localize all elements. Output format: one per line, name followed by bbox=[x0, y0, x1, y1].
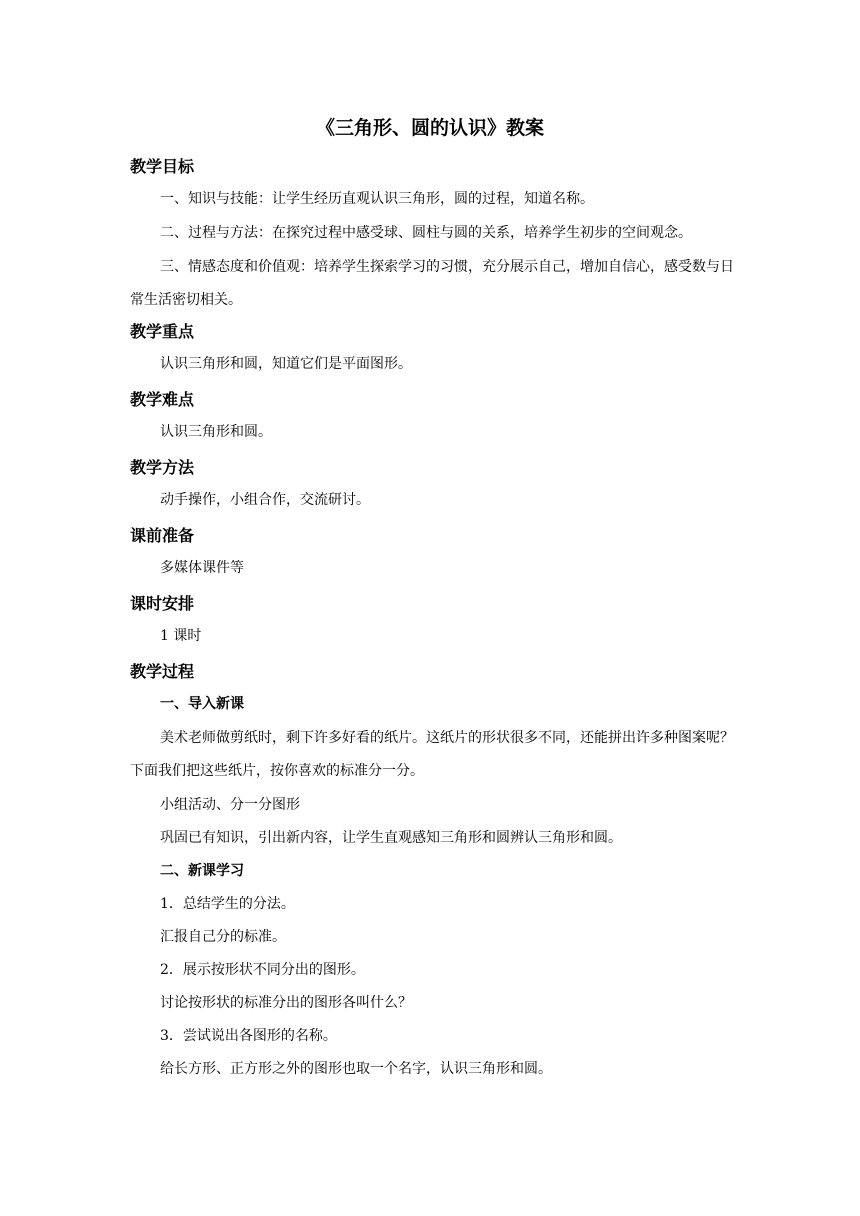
section-methods bbox=[130, 457, 740, 511]
section-heading-process: 教学过程 bbox=[130, 662, 195, 681]
process-part2-paragraph-6: 给长方形、正方形之外的图形也取一个名字，认识三角形和圆。 bbox=[160, 1061, 552, 1077]
key-points-text: 认识三角形和圆，知道它们是平面图形。 bbox=[160, 356, 412, 372]
document-title: 《三角形、圆的认识》教案 bbox=[315, 117, 544, 139]
process-part2-paragraph-2: 汇报自己分的标准。 bbox=[160, 929, 286, 945]
schedule-text: 1 课时 bbox=[160, 628, 202, 644]
process-part2-heading: 二、新课学习 bbox=[160, 863, 244, 879]
section-heading-objectives: 教学目标 bbox=[130, 157, 195, 176]
section-heading-key-points: 教学重点 bbox=[130, 322, 195, 341]
section-difficulties bbox=[130, 389, 740, 443]
section-process bbox=[130, 661, 740, 1080]
section-heading-schedule: 课时安排 bbox=[130, 594, 195, 613]
objective-item-3: 三、情感态度和价值观：培养学生探索学习的习惯，充分展示自己，增加自信心，感受数与日常生活密切相关。 bbox=[130, 259, 734, 308]
process-part1-paragraph-1: 美术老师做剪纸时，剩下许多好看的纸片。这纸片的形状很多不同，还能拼出许多种图案呢？下面我们把这些纸片，按你喜欢的标准分一分。 bbox=[130, 730, 734, 779]
difficulties-text: 认识三角形和圆。 bbox=[160, 424, 272, 440]
objective-item-1: 一、知识与技能：让学生经历直观认识三角形，圆的过程，知道名称。 bbox=[160, 191, 594, 207]
process-part1-heading: 一、导入新课 bbox=[160, 696, 244, 712]
preparation-text: 多媒体课件等 bbox=[160, 560, 244, 576]
process-part1-paragraph-3: 巩固已有知识，引出新内容，让学生直观感知三角形和圆辨认三角形和圆。 bbox=[160, 830, 622, 846]
section-heading-difficulties: 教学难点 bbox=[130, 390, 195, 409]
process-part2-paragraph-5: 3．尝试说出各图形的名称。 bbox=[160, 1028, 337, 1044]
objective-item-2: 二、过程与方法：在探究过程中感受球、圆柱与圆的关系，培养学生初步的空间观念。 bbox=[160, 225, 692, 241]
section-key-points bbox=[130, 321, 740, 375]
document-body bbox=[130, 156, 740, 1080]
section-objectives bbox=[130, 156, 740, 317]
section-heading-methods: 教学方法 bbox=[130, 458, 195, 477]
process-part2-paragraph-1: 1．总结学生的分法。 bbox=[160, 896, 295, 912]
methods-text: 动手操作，小组合作，交流研讨。 bbox=[160, 492, 370, 508]
process-part1-paragraph-2: 小组活动、分一分图形 bbox=[160, 797, 300, 813]
section-preparation bbox=[130, 525, 740, 579]
section-heading-preparation: 课前准备 bbox=[130, 526, 195, 545]
process-part2-paragraph-3: 2．展示按形状不同分出的图形。 bbox=[160, 962, 365, 978]
process-part2-paragraph-4: 讨论按形状的标准分出的图形各叫什么？ bbox=[160, 995, 412, 1011]
section-schedule bbox=[130, 593, 740, 647]
